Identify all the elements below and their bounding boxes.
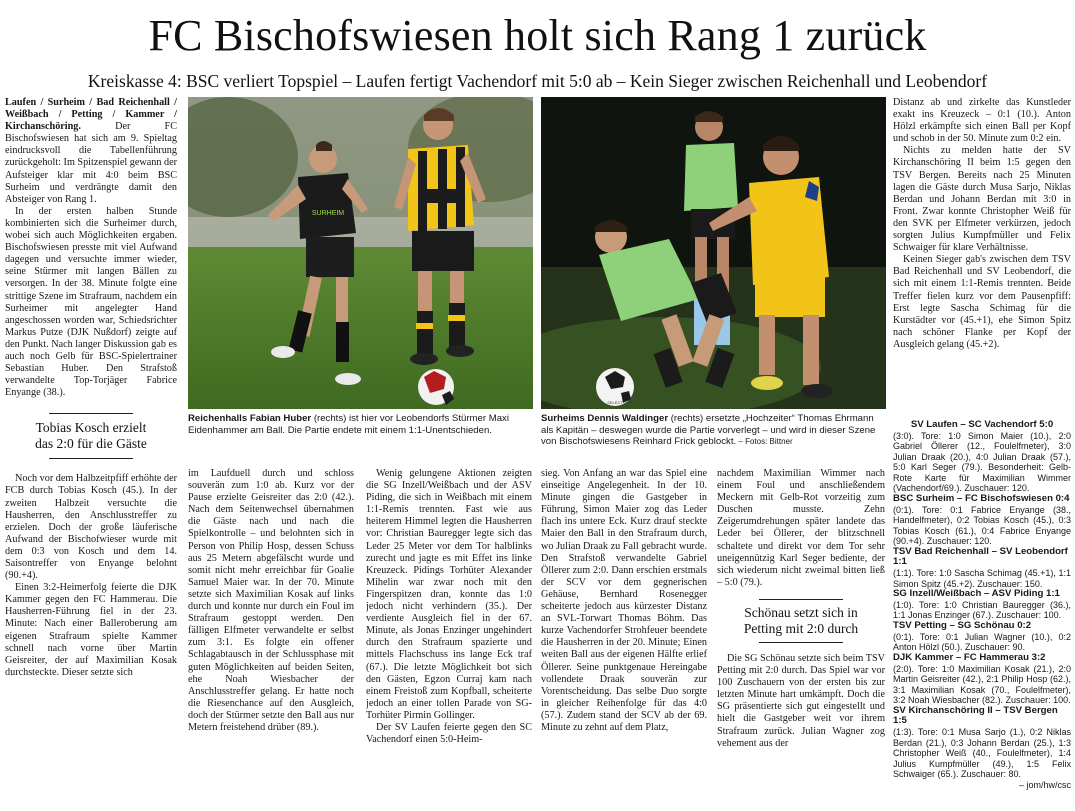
result-text: (3:0). Tore: 1:0 Simon Maier (10.), 2:0 Gabriel Öllerer (12., Foulelfmeter), 3:0 Julian Draak (20.), 4:0 Julian Draak (57.), 5:0 Karl Seger (79.). Besonderheit: Gelb-Rote Karte für Maximilian Wimmer (Vachendorf/69.). Zuschauer: 120. [893,430,1071,494]
headline: FC Bischofswiesen holt sich Rang 1 zurück [148,11,927,60]
paragraph: Die SG Schönau setzte sich beim TSV Petting mit 2:0 durch. Das Spiel war vor 100 Zuschauern von der ersten bis zur letzten Minute hart umkämpft. Doch die SG präsentierte sich gut eingestellt und hielt die Gastgeber weit vor ihrem Strafraum zurück. Julian Wagner zog vehement aus der [717,652,885,749]
result-head: SV Laufen – SC Vachendorf 5:0 [910,420,1054,430]
paragraph: Nichts zu melden hatte der SV Kirchanschöring II beim 1:5 gegen den TSV Bergen. Bereits nach 25 Minuten lagen die Gäste durch Musa Sarjo, Niklas Berdan und Johann Berdan mit 3:0 in Front. Zwar konnte Christopher Weiß für den SVK per Elfmeter verkürzen, jedoch sorgten Julius Kumpfmüller und Felix Schwaiger für klare Verhältnisse. [893,145,1071,254]
subtitle [717,605,885,637]
result-text: (0:1). Tore: 0:1 Julian Wagner (10.), 0:2 Anton Hölzl (50.). Zuschauer: 90. [893,631,1071,653]
caption-text: (rechts) ersetzte „Hochzeiter“ Thomas Ehrmann als Kapitän – deswegen wurde die Partie vorverlegt – und wird in dieser Szene von Bischofswiesens Reinhard Frick geblockt. [541,413,876,448]
subtitle-line: Tobias Kosch erzielt [35,420,147,436]
subtitle-line: Petting mit 2:0 durch [743,620,859,636]
paragraph: sieg. Von Anfang an war das Spiel eine einseitige Angelegenheit. In der 10. Minute gingen die Gastgeber in Führung, Simon Maier zog das Leder flach ins untere Eck. Kurz drauf steckte Maier den Ball in den Strafraum durch, wo Julian Draak zu Fall gebracht wurde. Den Strafstoß verwandelte Gabriel Öllerer zum 2:0. Dann erschien erstmals der SCV vor dem gegnerischen Gehäuse, Bernhard Rosenegger scheiterte jedoch aus kürzester Distanz an SVL-Torwart Thomas Böhm. Das kurze Vachendorfer Strohfeuer beendete die Hausherren in der 20. Minute; Einen weiten Ball aus der eigenen Hälfte erlief Öllerer. Seine punktgenaue Hereingabe vollendete Draak souverän zur Vorentscheidung. Das selbe Duo sorgte in gleicher Reihenfolge für das 4:0 (57.). Zudem stand der SCV ab der 69. Minute zu zehnt auf dem Platz, [541,468,707,733]
photo-credit: – Fotos: Bittner [736,437,793,447]
caption-name: Reichenhalls Fabian Huber [188,413,312,424]
match-photo-right [541,97,886,409]
result-text: (1:0). Tore: 1:0 Christian Bauregger (36.), 1:1 Jonas Enzinger (67.). Zuschauer: 100. [893,599,1071,621]
dateline: Laufen / Surheim / Bad Reichenhall / Weißbach / Petting / Kammer / Kirchanschöring. [5,97,177,133]
shirt-text: SURHEIM [311,210,345,217]
article-column-3 [366,468,532,808]
article-column-6 [893,97,1071,419]
subtitle-line: Schönau setzt sich in [744,604,858,620]
paragraph: Der SV Laufen feierte gegen den SC Vachendorf einen 5:0-Heim- [366,721,532,746]
result-text: (2:0). Tore: 1:0 Maximilian Kosak (21.), 2:0 Martin Geisreiter (42.), 2:1 Philip Hosp (62.), 3:1 Maximilian Kosak (70., Foulelfmeter), 3:2 Noah Wiesbacher (82.). Zuschauer: 100. [893,663,1071,706]
results-box [893,420,1071,808]
result-head: TSV Bad Reichenhall – SV Leobendorf 1:1 [893,545,1068,568]
photo-caption-right [541,413,886,451]
result-head: BSC Surheim – FC Bischofswiesen 0:4 [893,492,1070,504]
result-head: SV Kirchanschöring II – TSV Bergen 1:5 [893,704,1058,727]
result-head: DJK Kammer – FC Hammerau 3:2 [893,651,1046,663]
paragraph: Noch vor dem Halbzeitpfiff erhöhte der FCB durch Tobias Kosch (45.). In der zweiten Halbzeit versuchte die Hausherren, den Anschlusstreffer zu erzielen. Doch der große läuferische Aufwand der Bischofwieser wurde mit dem 0:3 von Kosch und dem 14. Saisontreffer von Enyange belohnt (90.+4). [5,473,177,582]
result-text: (1:1). Tore: 1:0 Sascha Schimag (45.+1), 1:1 Simon Spitz (45.+2). Zuschauer: 150. [893,568,1071,589]
subtitle-line: das 2:0 für die Gäste [35,436,147,452]
ball-label: SELECT [607,400,623,405]
paragraph: Einen 3:2-Heimerfolg feierte die DJK Kammer gegen den FC Hammerau. Die Hausherren-Führung fiel in der 23. Minute: Nach einer Balleroberung am eigenen Strafraum spielte Kammer schnell nach vorne über Martin Geisreiter, der auf Maximilian Kosak durchsteckte. Dieser setzte sich [5,582,177,678]
subtitle [5,420,177,452]
caption-name: Surheims Dennis Waldinger [541,413,669,424]
paragraph: Keinen Sieger gab's zwischen dem TSV Bad Reichenhall und SV Leobendorf, die sich mit einem 1:1-Remis trennten. Beide Treffer fielen kurz vor dem Pausenpfiff: Erst legte Sascha Schimag für die Kurstädter vor (45.+1), ehe Simon Spitz nach schöner Flanke per Kopf der Ausgleich gelang (45.+2). [893,254,1071,350]
photo-reichenhall-leobendorf [188,97,533,409]
paragraph: im Laufduell durch und schloss souverän zum 1:0 ab. Kurz vor der Pause erzielte Geisreiter das 2:0 (42.). Nach dem Seitenwechsel übernahmen die Gäste nach und nach die Spielkontrolle – und belohnten sich in Person von Philip Hosp, dessen Schuss aus 25 Metern abgefälscht wurde und somit nicht mehr erreichbar für Goalie Samuel Maier war. In der 70. Minute setzte sich Maximilian Kosak auf links durch und konnte nur durch ein Foul im Strafraum gestoppt werden. Den fälligen Elfmeter verwandelte er selbst zum 3:1. Es folgte ein offener Schlagabtausch in der Schlussphase mit guten Möglichkeiten auf beiden Seiten, ehe Noah Wiesbacher der Anschlusstreffer gelang. Er hatte noch die Riesenchance auf den Ausgleich, doch der Stürmer setzte den Ball aus nur Metern freistehend drüber (89.). [188,468,354,733]
result-head: SG Inzell/Weißbach – ASV Piding 1:1 [893,588,1060,600]
paragraph: Distanz ab und zirkelte das Kunstleder exakt ins Kreuzeck – 0:1 (10.). Anton Hölzl erkämpfte sich einen Ball per Kopf und schob in der 50. Minute zum 0:2 ein. [893,97,1071,145]
article-column-1 [5,97,177,807]
paragraph: nachdem Maximilian Wimmer nach einem Foul und anschließendem Meckern mit Gelb-Rot vorzeitig zum Duschen musste. Zehn Zeigerumdrehungen später landete das Leder bei Öllerer, der blitzschnell schaltete und direkt vor dem Tor sehr uneigennützig Karl Seger bediente, der sich wiederum nicht zweimal bitten ließ – 5:0 (79.). [717,468,885,588]
caption-text: (rechts) ist hier vor Leobendorfs Stürmer Maxi Eidenhammer am Ball. Die Partie endete mit einem 1:1-Unentschieden. [188,413,509,436]
result-text: (1:3). Tore: 0:1 Musa Sarjo (1.), 0:2 Niklas Berdan (21.), 0:3 Johann Berdan (25.), 1:3 Christopher Weiß (40., Foulelfmeter), 1:4 Julius Kumpfmüller (49.), 1:5 Felix Schwaiger (65.). Zuschauer: 80. [893,727,1071,780]
article-column-2 [188,468,354,808]
paragraph: Wenig gelungene Aktionen zeigten die SG Inzell/Weißbach und der ASV Piding, die sich in Weißbach mit einem 1:1-Remis trennten. Fast wie aus heiterem Himmel legten die Hausherren vor: Christian Bauregger legte sich das Leder 25 Meter vor dem Tor halblinks zurecht und jagte es mit Effet ins linke Kreuzeck. Pidings Torhüter Alexander Mihelin war zwar noch mit den Fingerspitzen dran, konnte das 1:0 jedoch nicht verhindern (35.). Der verdiente Ausgleich fiel in der 67. Minute, als Jonas Enzinger ungehindert durch den Strafraum spazierte und mittels Flachschuss ins lange Eck traf (67.). Die letzte Möglichkeit bot sich den Gästen, Egzon Curraj kam nach einem Freistoß zum Kopfball, scheiterte jedoch an einer tollen Parade von SG-Torhüter Pirmin Gollinger. [366,468,532,721]
result-text: (0:1). Tore: 0:1 Fabrice Enyange (38., Handelfmeter), 0:2 Tobias Kosch (45.), 0:3 Tobias Kosch (61.), 0:4 Fabrice Enyange (90.+4). Zuschauer: 120. [893,504,1071,547]
author-signature: – jom/hw/csc [1018,779,1071,790]
paragraph: In der ersten halben Stunde kombinierten sich die Surheimer durch, wobei sich auch Möglichkeiten ergaben. Bischofswiesen presste mit viel Aufwand dagegen und versuchte immer wieder, seine Stürmer mit langen Bällen zu versorgen. In der 38. Minute folgte eine strittige Szene im Strafraum, nachdem ein Surheimer mit angelegter Hand angeschossen worden war, Schiedsrichter Markus Putze (DJK Nußdorf) zeigte auf den Punkt. Nach langer Diskussion gab es auch noch Gelb für BSC-Spielertrainer Sebastian Huber. Den Strafstoß verwandelte Top-Torjäger Fabrice Enyange (38.). [5,205,177,399]
paragraph: Der FC Bischofswiesen hat sich am 9. Spieltag eindrucksvoll die Tabellenführung zurückgeholt: Im Spitzenspiel gewann der Aufsteiger klar mit 4:0 beim BSC Surheim und verdrängte damit den Absteiger von Rang 1. [5,121,177,205]
subheadline: Kreiskasse 4: BSC verliert Topspiel – Laufen fertigt Vachendorf mit 5:0 ab – Kein Sieger zwischen Reichenhall und Leobendorf [87,71,988,91]
photo-surheim-bischofswiesen [541,97,886,409]
photo-caption-left [188,413,533,451]
result-head: TSV Petting – SG Schönau 0:2 [893,619,1032,631]
article-column-4 [541,468,707,808]
article-column-5 [717,468,885,808]
match-photo-left [188,97,533,409]
